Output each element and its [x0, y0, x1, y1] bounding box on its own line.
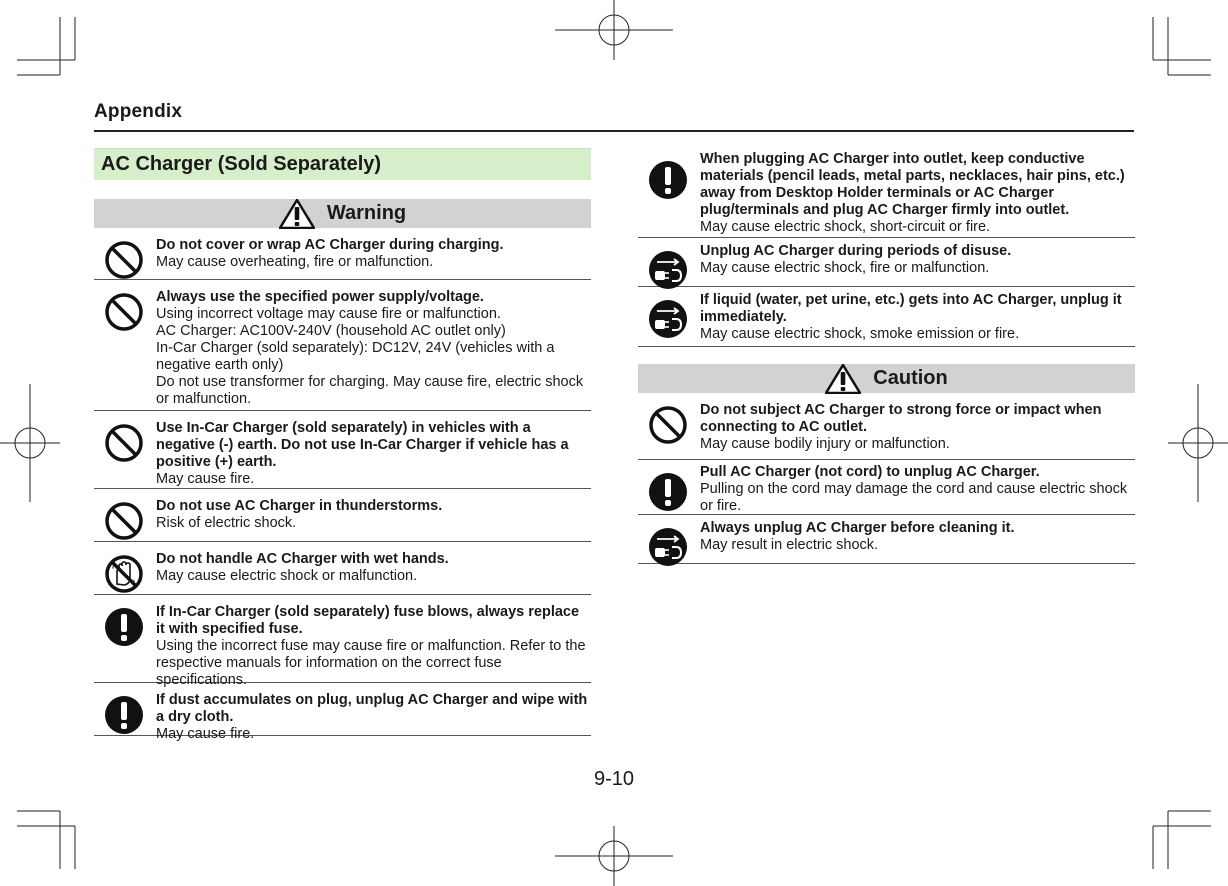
right-list	[638, 148, 1135, 347]
item-desc: May cause electric shock, short-circuit or fire.	[700, 219, 991, 235]
warning-label: Warning	[326, 202, 407, 224]
item-desc: May cause electric shock or malfunction.	[156, 568, 418, 584]
item-title: Unplug AC Charger during periods of disuse.	[700, 243, 1012, 259]
list-item	[638, 515, 1135, 564]
unplug-icon	[648, 527, 688, 567]
list-item	[94, 280, 591, 411]
item-desc: Using the incorrect fuse may cause fire or malfunction. Refer to the respective manuals for information on the correct fuse specifications.	[156, 638, 586, 688]
list-item	[638, 393, 1135, 460]
caution-list	[638, 393, 1135, 564]
item-desc: May cause fire.	[156, 726, 255, 742]
item-desc: May cause fire.	[156, 471, 255, 487]
list-item	[638, 460, 1135, 515]
unplug-icon	[648, 299, 688, 339]
item-desc: May cause electric shock, smoke emission or fire.	[700, 326, 1020, 342]
list-item	[638, 148, 1135, 238]
no-wet-hands-icon	[104, 554, 144, 594]
warning-bar	[94, 199, 591, 228]
header-title: Appendix	[94, 101, 183, 122]
mandatory-icon	[104, 695, 144, 735]
prohibited-icon	[104, 292, 144, 332]
list-item	[94, 489, 591, 542]
mandatory-icon	[648, 160, 688, 200]
item-desc: May cause bodily injury or malfunction.	[700, 436, 950, 452]
mandatory-icon	[104, 607, 144, 647]
item-desc: May cause electric shock, fire or malfunction.	[700, 260, 990, 276]
item-title: Do not handle AC Charger with wet hands.	[156, 551, 449, 567]
item-title: Always use the specified power supply/voltage.	[156, 289, 484, 305]
warning-triangle-icon	[825, 364, 861, 394]
prohibited-icon	[648, 405, 688, 445]
item-desc: Using incorrect voltage may cause fire or malfunction. AC Charger: AC100V-240V (household AC outlet only) In-Car Charger (sold separately): DC12V, 24V (vehicles with a negative earth only) Do not use transformer for charging. May cause fire, electric shock or malfunction.	[156, 306, 584, 407]
item-title: If liquid (water, pet urine, etc.) gets into AC Charger, unplug it immediately.	[700, 292, 1122, 325]
prohibited-icon	[104, 501, 144, 541]
caution-bar	[638, 364, 1135, 393]
section-title: AC Charger (Sold Separately)	[94, 148, 591, 180]
item-desc: May result in electric shock.	[700, 537, 879, 553]
item-title: Pull AC Charger (not cord) to unplug AC Charger.	[700, 464, 1040, 480]
item-title: Always unplug AC Charger before cleaning it.	[700, 520, 1015, 536]
prohibited-icon	[104, 423, 144, 463]
page-header	[94, 100, 1134, 132]
list-item	[94, 542, 591, 595]
item-title: If In-Car Charger (sold separately) fuse blows, always replace it with specified fuse.	[156, 604, 580, 637]
list-item	[638, 238, 1135, 287]
prohibited-icon	[104, 240, 144, 280]
warning-list	[94, 228, 591, 742]
list-item	[94, 595, 591, 688]
warning-triangle-icon	[279, 199, 315, 229]
list-item	[94, 411, 591, 489]
item-title: Use In-Car Charger (sold separately) in vehicles with a negative (-) earth. Do not use In-Car Charger if vehicle has a positive (+) earth.	[156, 420, 569, 470]
list-item	[638, 287, 1135, 347]
item-desc: Pulling on the cord may damage the cord and cause electric shock or fire.	[700, 481, 1128, 514]
unplug-icon	[648, 250, 688, 290]
list-item	[94, 228, 591, 280]
item-title: Do not cover or wrap AC Charger during charging.	[156, 237, 504, 253]
page-number: 9-10	[593, 768, 635, 790]
caution-label: Caution	[873, 367, 948, 389]
right-column	[638, 148, 1135, 564]
mandatory-icon	[648, 472, 688, 512]
item-title: If dust accumulates on plug, unplug AC Charger and wipe with a dry cloth.	[156, 692, 588, 725]
item-title: When plugging AC Charger into outlet, keep conductive materials (pencil leads, metal parts, necklaces, hair pins, etc.) away from Desktop Holder terminals or AC Charger plug/terminals and plug AC Charger firmly into outlet.	[700, 151, 1125, 218]
item-title: Do not use AC Charger in thunderstorms.	[156, 498, 443, 514]
left-column	[94, 148, 591, 742]
item-desc: May cause overheating, fire or malfunction.	[156, 254, 434, 270]
list-item	[94, 683, 591, 742]
item-title: Do not subject AC Charger to strong force or impact when connecting to AC outlet.	[700, 402, 1102, 435]
item-desc: Risk of electric shock.	[156, 515, 297, 531]
